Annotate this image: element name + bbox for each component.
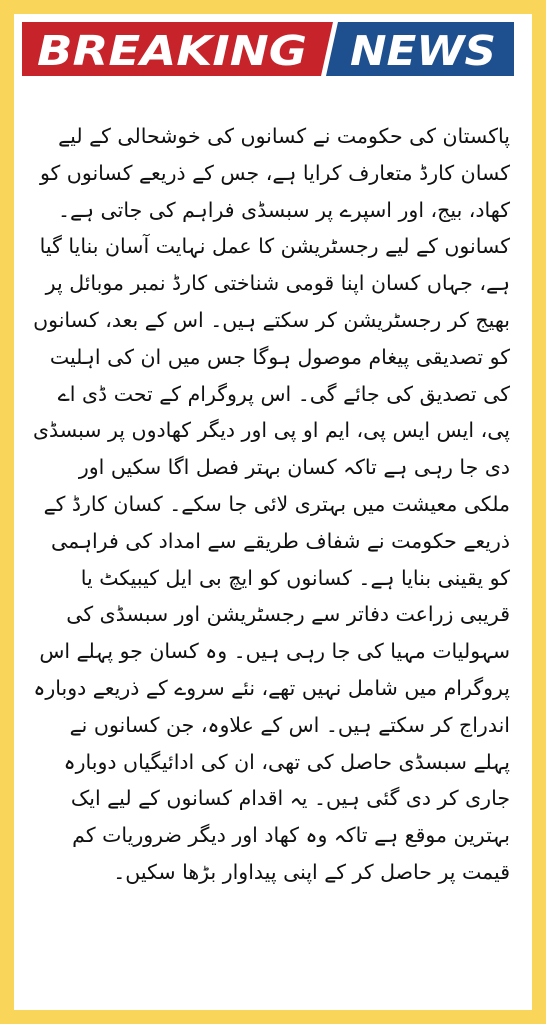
banner-graphic	[22, 22, 514, 76]
article-body: پاکستان کی حکومت نے کسانوں کی خوشحالی کے لیے کسان کارڈ متعارف کرایا ہے، جس کے ذریعے کسانوں کو کھاد، بیج، اور اسپرے پر سبسڈی فراہم کی جاتی ہے۔ کسانوں کے لیے رجسٹریشن کا عمل نہایت آسان بنایا گیا ہے، جہاں کسان اپنا قومی شناختی کارڈ نمبر موبائل پر بھیج کر رجسٹریشن کر سکتے ہیں۔ اس کے بعد، کسانوں کو تصدیقی پیغام موصول ہوگا جس میں ان کی اہلیت کی تصدیق کی جائے گی۔ اس پروگرام کے تحت ڈی اے پی، ایس ایس پی، ایم او پی اور دیگر کھادوں پر سبسڈی دی جا رہی ہے تاکہ کسان بہتر فصل اگا سکیں اور ملکی معیشت میں بہتری لائی جا سکے۔ کسان کارڈ کے ذریعے حکومت نے شفاف طریقے سے امداد کی فراہمی کو یقینی بنایا ہے۔ کسانوں کو ایچ بی ایل کیبیکٹ یا قریبی زراعت دفاتر سے رجسٹریشن اور سبسڈی کی سہولیات مہیا کی جا رہی ہیں۔ وہ کسان جو پہلے اس پروگرام میں شامل نہیں تھے، نئے سروے کے ذریعے دوبارہ اندراج کر سکتے ہیں۔ اس کے علاوہ، جن کسانوں نے پہلے سبسڈی حاصل کی تھی، ان کی ادائیگیاں دوبارہ جاری کر دی گئی ہیں۔ یہ اقدام کسانوں کے لیے ایک بہترین موقع ہے تاکہ وہ کھاد اور دیگر ضروریات کم قیمت پر حاصل کر کے اپنی پیداوار بڑھا سکیں۔	[33, 124, 510, 884]
banner-word-breaking: BREAKING	[37, 27, 307, 75]
banner-word-news: NEWS	[350, 27, 496, 75]
breaking-news-banner	[22, 22, 514, 76]
